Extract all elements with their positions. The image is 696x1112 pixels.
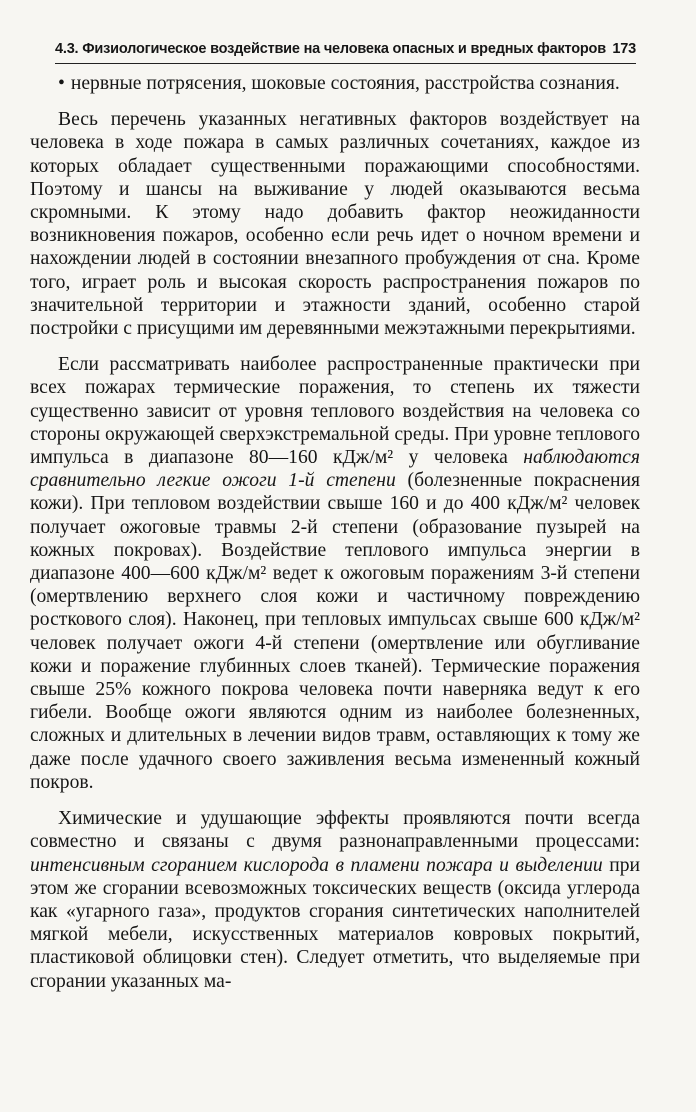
body-text bbox=[30, 72, 640, 993]
running-header-title: 4.3. Физиологическое воздействие на человека опасных и вредных факторов bbox=[55, 41, 606, 57]
paragraph-3 bbox=[30, 807, 640, 993]
bullet-item bbox=[30, 72, 640, 95]
header-rule bbox=[55, 63, 636, 64]
bullet-text: нервные потрясения, шоковые состояния, расстройства сознания. bbox=[70, 73, 620, 94]
paragraph-2-part-a: Если рассматривать наиболее распространенные практически при всех пожарах термические поражения, то степень их тяжести существенно зависит от уровня теплового воздействия на человека со стороны окружающей сверхэкстремальной среды. При уровне теплового импульса в диапазоне 80—160 кДж/м² у человека bbox=[30, 354, 640, 469]
running-header bbox=[55, 41, 636, 57]
paragraph-1: Весь перечень указанных негативных факторов воздействует на человека в ходе пожара в самых различных сочетаниях, каждое из которых обладает существенными поражающими способностями. Поэтому и шансы на выживание у людей оказываются весьма скромными. К этому надо добавить фактор неожиданности возникновения пожаров, особенно если речь идет о ночном времени и нахождении людей в состоянии внезапного пробуждения от сна. Кроме того, играет роль и высокая скорость распространения пожаров по значительной территории и этажности зданий, особенно старой постройки с присущими им деревянными межэтажными перекрытиями. bbox=[30, 109, 640, 340]
bullet-icon: • bbox=[58, 73, 65, 94]
paragraph-3-part-b: при этом же сгорании всевозможных токсических веществ (оксида углерода как «угарного газа», продуктов сгорания синтетических наполнителей мягкой мебели, искусственных материалов ковровых покрытий, пластиковой облицовки стен). Следует отметить, что выделяемые при сгорании указанных ма- bbox=[30, 854, 641, 992]
paragraph-3-part-a: Химические и удушающие эффекты проявляются почти всегда совместно и связаны с двумя разнонаправленными процессами: bbox=[30, 808, 640, 853]
page-number: 173 bbox=[612, 41, 636, 57]
paragraph-3-emphasis: интенсивным сгоранием кислорода в пламени пожара и выделении bbox=[30, 854, 603, 876]
paragraph-2-emphasis: наблюдаются сравнительно легкие ожоги 1-й степени bbox=[30, 447, 640, 492]
paragraph-2-part-b: (болезненные покраснения кожи). При тепловом воздействии свыше 160 и до 400 кДж/м² человек получает ожоговые травмы 2-й степени (образование пузырей на кожных покровах). Воздействие теплового импульса энергии в диапазоне 400—600 кДж/м² ведет к ожоговым поражениям 3-й степени (омертвлению верхнего слоя кожи и частичному повреждению росткового слоя). Наконец, при тепловых импульсах свыше 600 кДж/м² человек получает ожоги 4-й степени (омертвление или обугливание кожи и поражение глубинных слоев тканей). Термические поражения свыше 25% кожного покрова человека почти наверняка ведут к его гибели. Вообще ожоги являются одним из наиболее болезненных, сложных и длительных в лечении видов травм, оставляющих к тому же даже после удачного своего заживления весьма измененный кожный покров. bbox=[30, 470, 640, 793]
paragraph-2 bbox=[30, 353, 640, 794]
